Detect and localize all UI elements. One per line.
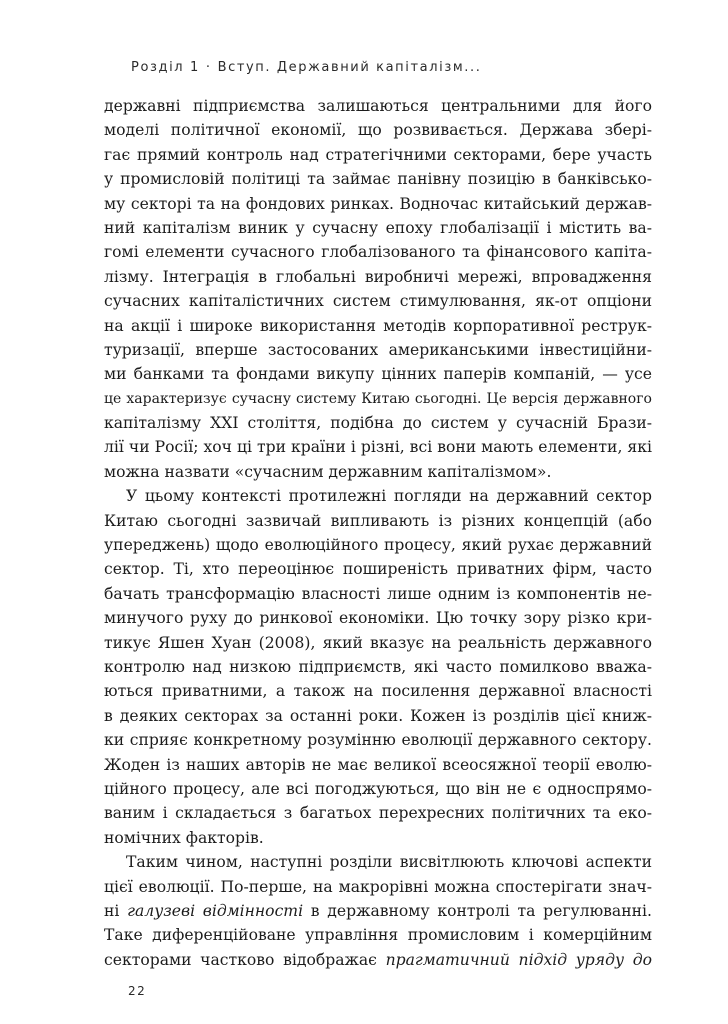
page-number: 22 <box>128 984 147 998</box>
italic-run: прагматичний підхід уряду до <box>385 950 652 969</box>
text-line: минучого руху до ринкової економіки. Цю точку зору різко кри- <box>104 609 652 628</box>
text-line: лізму. Інтеграція в глобальні виробничі мережі, впровадження <box>104 267 652 286</box>
text-line: гомі елементи сучасного глобалізованого та фінансового капіта- <box>104 243 652 262</box>
text-line: ний капіталізм виник у сучасну епоху глобалізації і містить ва- <box>104 218 652 237</box>
text-line: сучасних капіталістичних систем стимулювання, як-от опціони <box>104 292 652 311</box>
text-line: Китаю сьогодні зазвичай випливають із різних концепцій (або <box>104 511 652 530</box>
text-line: ційного процесу, але всі погоджуються, що він не є односпрямо- <box>104 779 652 798</box>
text-line: це характеризує сучасну систему Китаю сьогодні. Це версія державного <box>104 390 652 407</box>
text-line: У цьому контексті протилежні погляди на державний сектор <box>126 487 652 506</box>
text-line: цієї еволюції. По-перше, на макрорівні можна спостерігати знач- <box>104 877 652 896</box>
body-text <box>104 94 652 972</box>
text-line <box>104 899 652 923</box>
text-line: му секторі та на фондових ринках. Водночас китайський держав- <box>104 194 652 213</box>
text-line: ми банками та фондами викупу цінних паперів компаній, — усе <box>104 365 652 384</box>
text-line: тикує Яшен Хуан (2008), який вказує на реальність державного <box>104 633 652 652</box>
text-line: номічних факторів. <box>104 828 264 847</box>
text-line: в деяких секторах за останні роки. Кожен із розділів цієї книж- <box>104 706 652 725</box>
text-line <box>104 948 652 972</box>
chapter-title: Вступ. Державний капіталізм... <box>217 60 482 75</box>
text-line: капіталізму ХХІ століття, подібна до систем у сучасній Брази- <box>104 414 652 433</box>
text-line: Таке диференційоване управління промисловим і комерційним <box>104 926 652 945</box>
text-line: ються приватними, а також на посилення державної власності <box>104 682 652 701</box>
text-line: гає прямий контроль над стратегічними секторами, бере участь <box>104 145 652 164</box>
text-line: на акції і широке використання методів корпоративної реструк- <box>104 316 652 335</box>
text-line: ваним і складається з багатьох перехресних політичних та еко- <box>104 804 652 823</box>
text-run: ні <box>104 901 120 920</box>
text-line: туризації, вперше застосованих американськими інвестиційни- <box>104 340 652 359</box>
italic-run: галузеві відмінності <box>127 901 304 920</box>
text-line: державні підприємства залишаються центральними для його <box>104 97 652 115</box>
text-line: упереджень) щодо еволюційного процесу, який рухає державний <box>104 536 652 555</box>
text-line: контролю над низкою підприємств, які часто помилково вважа- <box>104 657 652 676</box>
chapter-label: Розділ 1 <box>131 60 200 75</box>
text-line: Жоден із наших авторів не має великої всеосяжної теорії еволю- <box>104 755 652 774</box>
text-line: Таким чином, наступні розділи висвітлюють ключові аспекти <box>126 853 652 872</box>
running-header <box>131 60 481 75</box>
text-line: бачать трансформацію власності лише одним із компонентів не- <box>104 584 652 603</box>
text-line: сектор. Ті, хто переоцінює поширеність приватних фірм, часто <box>104 560 652 579</box>
text-run: секторами частково відображає <box>104 950 377 969</box>
header-separator: · <box>205 60 212 75</box>
text-line: моделі політичної економії, що розвивається. Держава збері- <box>104 121 652 140</box>
text-line: у промисловій політиці та займає панівну позицію в банківсько- <box>104 170 652 189</box>
text-line: ки сприяє конкретному розумінню еволюції державного сектору. <box>104 731 652 750</box>
text-line: можна назвати «сучасним державним капіталізмом». <box>104 462 552 481</box>
text-line: лії чи Росії; хоч ці три країни і різні, всі вони мають елементи, які <box>104 438 652 457</box>
text-run: в державному контролі та регулюванні. <box>310 901 652 920</box>
